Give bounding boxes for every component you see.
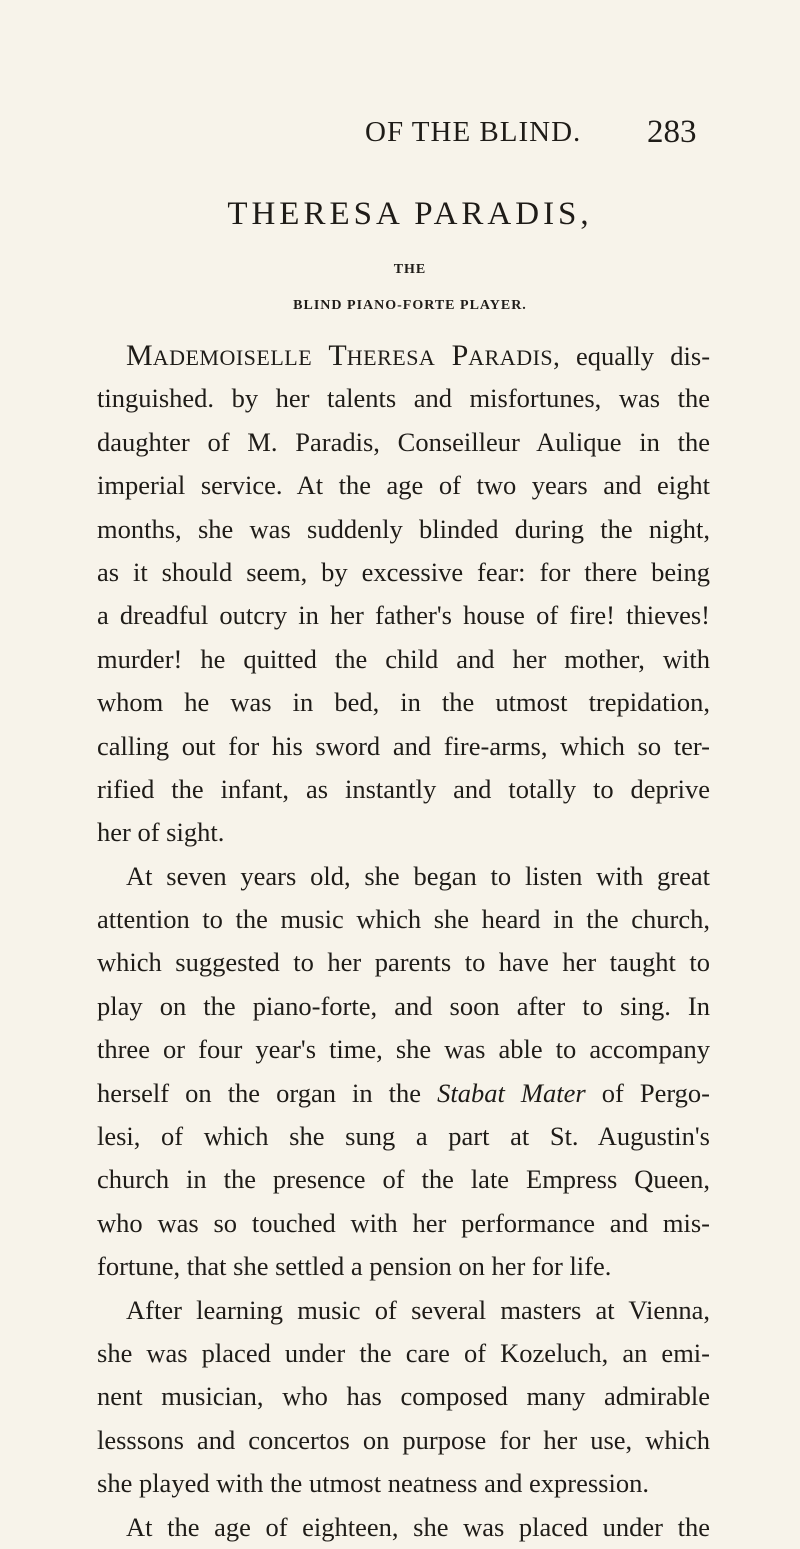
text-line: lesssons and concertos on purpose for her use, which xyxy=(97,1424,710,1455)
text-line: a dreadful outcry in her father's house of fire! thieves! xyxy=(97,600,710,631)
small-caps: ADEMOISELLE xyxy=(152,345,313,370)
text-line: who was so touched with her performance and mis- xyxy=(97,1207,710,1238)
text-line: After learning music of several masters at Vienna, xyxy=(126,1294,710,1325)
text-line: rified the infant, as instantly and totally to deprive xyxy=(97,773,710,804)
chapter-subtitle: BLIND PIANO-FORTE PLAYER. xyxy=(293,298,527,313)
text-line: imperial service. At the age of two years and eight xyxy=(97,470,710,501)
running-head xyxy=(0,116,800,156)
text-line: she was placed under the care of Kozeluch, an emi- xyxy=(97,1337,710,1368)
text-line: At seven years old, she began to listen with great xyxy=(126,860,710,891)
text-line: whom he was in bed, in the utmost trepidation, xyxy=(97,687,710,718)
text-line: as it should seem, by excessive fear: for there being xyxy=(97,556,710,587)
text-line: her of sight. xyxy=(97,817,225,848)
text-line: tinguished. by her talents and misfortunes, was the xyxy=(97,383,710,414)
small-caps: ARADIS xyxy=(468,345,554,370)
chapter-subtitle-the: THE xyxy=(393,262,427,277)
stabat-line xyxy=(97,1072,710,1115)
stabat-after: of Pergo- xyxy=(585,1077,710,1108)
drop-letter: T xyxy=(328,339,347,372)
running-title: OF THE BLIND. xyxy=(365,116,582,148)
text-line: play on the piano-forte, and soon after to sing. In xyxy=(97,990,710,1021)
text-line: calling out for his sword and fire-arms, which so ter- xyxy=(97,730,710,761)
stabat-italic: Stabat Mater xyxy=(437,1077,586,1108)
page-number: 283 xyxy=(647,114,697,150)
opening-rest: , equally dis- xyxy=(553,341,711,371)
text-line: murder! he quitted the child and her mother, with xyxy=(97,643,710,674)
text-line: which suggested to her parents to have her taught to xyxy=(97,947,710,978)
small-caps: HERESA xyxy=(346,345,436,370)
opening-line xyxy=(97,334,710,377)
chapter-title: THERESA PARADIS, xyxy=(227,196,593,232)
text-line: three or four year's time, she was able to accompany xyxy=(97,1034,710,1065)
text-line: attention to the music which she heard in the church, xyxy=(97,904,710,935)
drop-letter: M xyxy=(126,339,153,372)
text-line: months, she was suddenly blinded during the night, xyxy=(97,513,710,544)
body-text xyxy=(97,334,710,1549)
text-line: fortune, that she settled a pension on her for life. xyxy=(97,1251,612,1282)
text-line: nent musician, who has composed many admirable xyxy=(97,1381,710,1412)
stabat-before: herself on the organ in the xyxy=(97,1077,438,1108)
text-line: she played with the utmost neatness and expression. xyxy=(97,1468,649,1499)
text-line: lesi, of which she sung a part at St. Augustin's xyxy=(97,1121,710,1152)
text-line: church in the presence of the late Empress Queen, xyxy=(97,1164,710,1195)
drop-letter: P xyxy=(451,339,469,372)
text-line: At the age of eighteen, she was placed under the xyxy=(126,1511,710,1542)
text-line: daughter of M. Paradis, Conseilleur Aulique in the xyxy=(97,426,710,457)
